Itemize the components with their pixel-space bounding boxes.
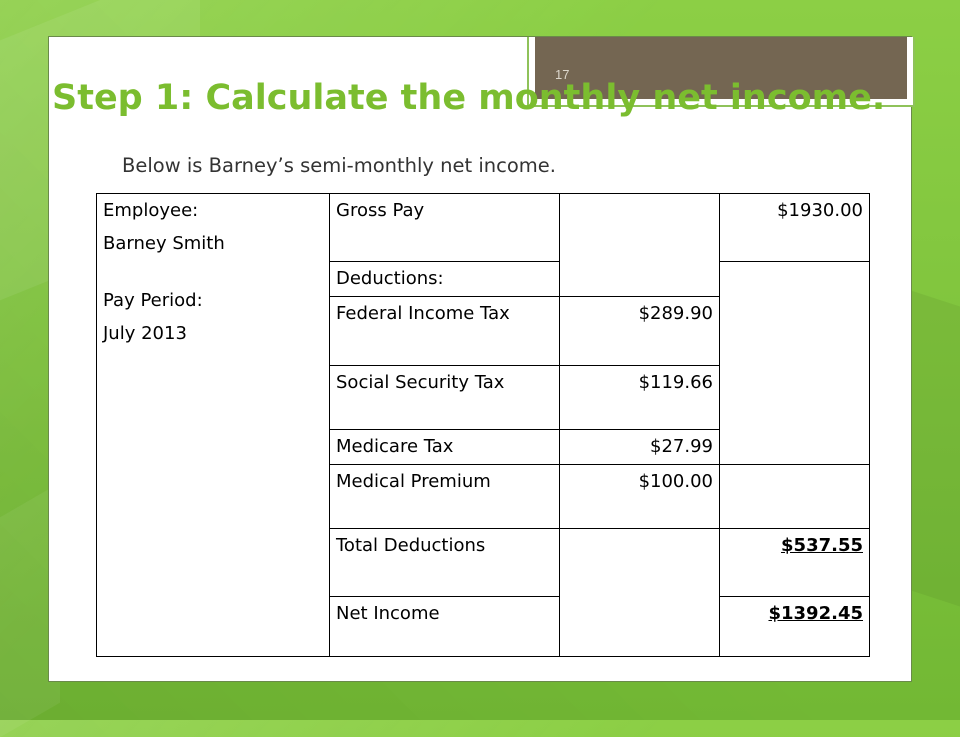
- page-number: 17: [555, 67, 570, 82]
- deduction-label: Social Security Tax: [330, 366, 560, 430]
- net-income-label: Net Income: [330, 597, 560, 657]
- deductions-label: Deductions:: [330, 262, 560, 297]
- slide-title: Step 1: Calculate the monthly net income.: [52, 78, 886, 118]
- total-deductions-label: Total Deductions: [330, 529, 560, 597]
- deduction-label: Medicare Tax: [330, 430, 560, 465]
- empty-cell: [720, 262, 870, 465]
- deduction-amount: $27.99: [560, 430, 720, 465]
- gross-pay-value: $1930.00: [720, 194, 870, 262]
- pay-period-label: Pay Period:: [103, 290, 203, 311]
- total-deductions-value: $537.55: [720, 529, 870, 597]
- deduction-label: Federal Income Tax: [330, 297, 560, 366]
- empty-cell: [720, 465, 870, 529]
- pay-period-value: July 2013: [103, 323, 187, 344]
- employee-info-cell: [97, 194, 330, 657]
- gross-pay-label: Gross Pay: [330, 194, 560, 262]
- employee-name: Barney Smith: [103, 233, 225, 254]
- spacer: [103, 260, 323, 284]
- empty-cell: [560, 194, 720, 297]
- slide-subtitle: Below is Barney’s semi-monthly net income.: [122, 154, 556, 177]
- deduction-amount: $100.00: [560, 465, 720, 529]
- net-income-value: $1392.45: [720, 597, 870, 657]
- deduction-label: Medical Premium: [330, 465, 560, 529]
- deduction-amount: $289.90: [560, 297, 720, 366]
- pay-stub-table: [96, 193, 870, 657]
- employee-label: Employee:: [103, 200, 199, 221]
- table-row: [97, 194, 870, 262]
- deduction-amount: $119.66: [560, 366, 720, 430]
- empty-cell: [560, 529, 720, 657]
